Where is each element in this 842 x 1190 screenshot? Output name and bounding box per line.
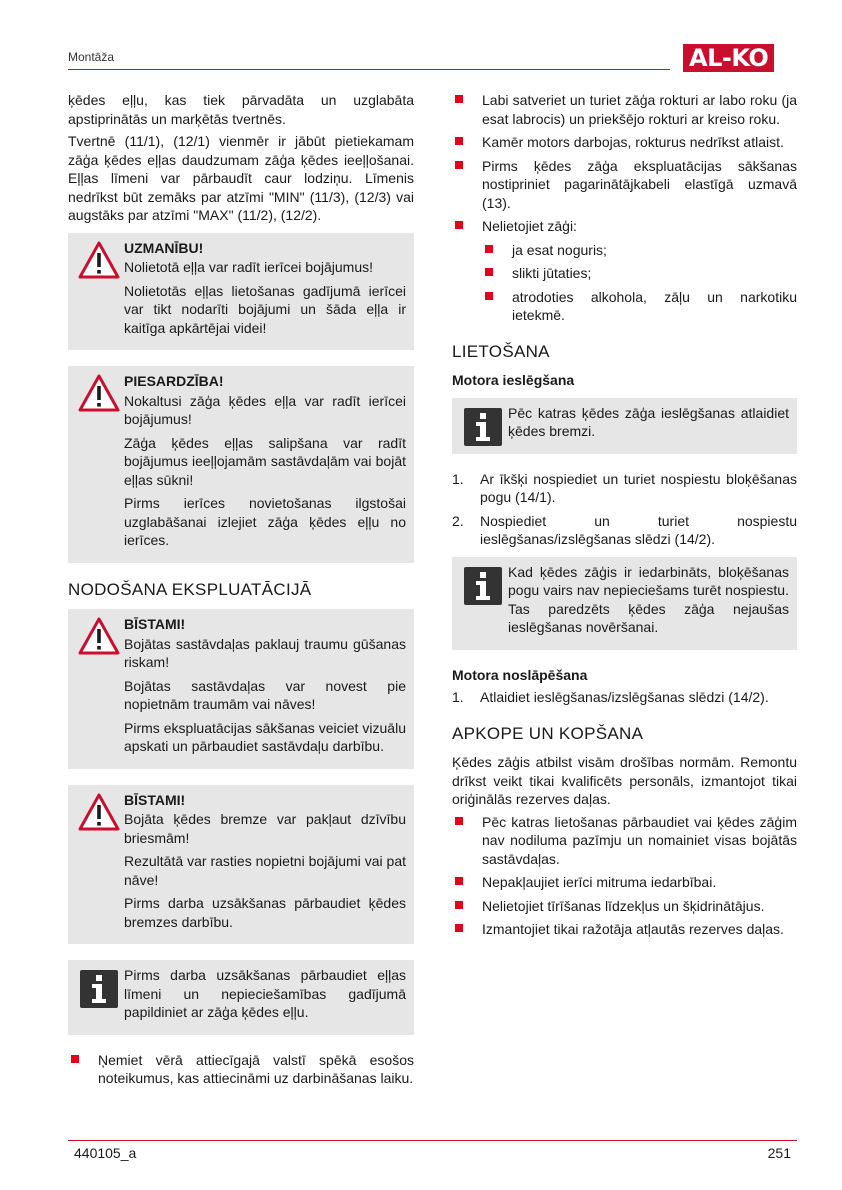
- notice-danger: [68, 785, 414, 945]
- list-item: Izmantojiet tikai ražotāja atļautās rezerves daļas.: [452, 920, 797, 939]
- paragraph: Ķēdes zāģis atbilst visām drošības normām. Remontu drīkst veikt tikai kvalificēts personāls, izmantojot tikai oriģinālās rezerves daļas.: [452, 754, 797, 807]
- list-item: Nelietojiet tīrīšanas līdzekļus un šķidrinātājus.: [452, 897, 797, 916]
- footer-document-code: 440105_a: [74, 1145, 137, 1161]
- sub-bullet-list: [482, 241, 797, 325]
- notice-line: Kad ķēdes zāģis ir iedarbināts, bloķēšanas pogu vairs nav nepieciešams turēt nospiestu. Tas paredzēts ķēdes zāģa nejaušas ieslēgšanas novēršanai.: [508, 563, 789, 635]
- subsection-heading: Motora noslāpēšana: [452, 666, 588, 683]
- bullet-list: [68, 1051, 414, 1088]
- step-number: 1.: [452, 689, 464, 705]
- notice-line: Pirms darba uzsākšanas pārbaudiet ķēdes bremzes darbību.: [124, 895, 406, 930]
- notice-title: UZMANĪBU!: [124, 239, 204, 256]
- notice-line: Pēc katras ķēdes zāģa ieslēgšanas atlaidiet ķēdes bremzi.: [508, 404, 789, 439]
- notice-caution: [68, 366, 414, 563]
- notice-title: BĪSTAMI!: [124, 616, 186, 632]
- bullet-list: [452, 813, 797, 939]
- step-text: Ar īkšķi nospiediet un turiet nospiestu bloķēšanas pogu (14/1).: [480, 470, 797, 505]
- list-item: [452, 217, 797, 325]
- numbered-list: [452, 470, 797, 549]
- footer-divider: [68, 1140, 797, 1141]
- info-icon: [458, 404, 508, 446]
- paragraph: ķēdes eļļu, kas tiek pārvadāta un uzglabāta apstiprinātās un marķētās tvertnēs.: [68, 92, 414, 127]
- list-item: [452, 688, 797, 707]
- notice-line: Nolietotā eļļa var radīt ierīcei bojājumus!: [124, 259, 374, 275]
- list-item: Pēc katras lietošanas pārbaudiet vai ķēdes zāģim nav nodiluma pazīmju un nomainiet visas bojātās sastāvdaļas.: [452, 813, 797, 869]
- notice-line: Zāģa ķēdes eļļas salipšana var radīt bojājumus ieeļļojamām sastāvdaļām vai bojāt eļļas sūkni!: [124, 434, 406, 488]
- alko-logo: AL-KO: [683, 44, 774, 72]
- list-item: Pirms ķēdes zāģa ekspluatācijas sākšanas nostipriniet pagarinātājkabeli elastīgā uzmavā (13).: [452, 157, 797, 213]
- warning-triangle-icon: [74, 791, 124, 937]
- notice-line: Bojātas sastāvdaļas var novest pie nopietnām traumām vai nāves!: [124, 677, 406, 712]
- numbered-list: [452, 688, 797, 707]
- list-item: slikti jūtaties;: [482, 264, 797, 283]
- notice-danger: [68, 609, 414, 769]
- step-number: 1.: [452, 470, 464, 487]
- left-column: [68, 91, 414, 1093]
- footer-page-number: 251: [767, 1145, 791, 1161]
- notice-line: Pirms ekspluatācijas sākšanas veiciet vizuālu apskati un pārbaudiet sastāvdaļu darbību.: [124, 719, 406, 754]
- list-item: Ņemiet vērā attiecīgajā valstī spēkā esošos noteikumus, kas attiecināmi uz darbināšanas laiku.: [68, 1051, 414, 1088]
- notice-info: [452, 557, 797, 650]
- warning-triangle-icon: [74, 239, 124, 343]
- notice-line: Bojātas sastāvdaļas paklauj traumu gūšanas riskam!: [124, 635, 406, 670]
- notice-line: Bojāta ķēdes bremze var pakļaut dzīvību briesmām!: [124, 811, 406, 846]
- info-icon: [458, 563, 508, 642]
- section-heading: APKOPE UN KOPŠANA: [452, 723, 644, 743]
- list-item: Nepakļaujiet ierīci mitruma iedarbībai.: [452, 873, 797, 892]
- header-divider: [68, 69, 670, 70]
- notice-info: [452, 398, 797, 454]
- list-item: ja esat noguris;: [482, 241, 797, 260]
- notice-line: Pirms ierīces novietošanas ilgstošai uzglabāšanai izlejiet zāģa ķēdes eļļu no ierīces.: [124, 495, 406, 548]
- list-item: Labi satveriet un turiet zāģa rokturi ar labo roku (ja esat labrocis) un priekšējo rokturi ar kreiso roku.: [452, 91, 797, 128]
- step-text: Atlaidiet ieslēgšanas/izslēgšanas slēdzi (14/2).: [480, 689, 769, 705]
- notice-info: [68, 960, 414, 1035]
- section-heading: LIETOŠANA: [452, 341, 550, 361]
- paragraph: Tvertnē (11/1), (12/1) vienmēr ir jābūt pietiekamam zāģa ķēdes eļļas daudzumam zāģa ķēdes ieeļļošanai. Eļļas līmeni var pārbaudīt caur lodziņu. Līmenis nedrīkst būt zemāks par atzīmi "MIN" (11/3), (12/3) vai augstāks par atzīmi "MAX" (11/2), (12/2).: [68, 133, 414, 223]
- step-number: 2.: [452, 512, 464, 529]
- bullet-list: [452, 91, 797, 325]
- notice-caution: [68, 233, 414, 351]
- info-icon: [74, 966, 124, 1027]
- notice-line: Rezultātā var rasties nopietni bojājumi vai pat nāve!: [124, 853, 406, 888]
- right-column: [452, 91, 797, 944]
- section-heading: NODOŠANA EKSPLUATĀCIJĀ: [68, 579, 312, 599]
- notice-title: BĪSTAMI!: [124, 791, 186, 808]
- notice-title: PIESARDZĪBA!: [124, 373, 224, 389]
- list-item: Kamēr motors darbojas, rokturus nedrīkst atlaist.: [452, 133, 797, 152]
- notice-line: Pirms darba uzsākšanas pārbaudiet eļļas līmeni un nepieciešamības gadījumā papildiniet ar zāģa ķēdes eļļu.: [124, 967, 406, 1020]
- list-item: [452, 470, 797, 507]
- warning-triangle-icon: [74, 615, 124, 761]
- list-item: atrodoties alkohola, zāļu un narkotiku ietekmē.: [482, 288, 797, 325]
- warning-triangle-icon: [74, 372, 124, 555]
- subsection-heading: Motora ieslēgšana: [452, 372, 575, 388]
- notice-line: Nolietotās eļļas lietošanas gadījumā ierīcei var tikt nodarīti bojājumi un šāda eļļa ir kaitīga apkārtējai videi!: [124, 282, 406, 336]
- list-item-text: Nelietojiet zāģi:: [482, 218, 577, 234]
- notice-line: Nokaltusi zāģa ķēdes eļļa var radīt ierīcei bojājumus!: [124, 392, 406, 427]
- step-text: Nospiediet un turiet nospiestu ieslēgšanas/izslēgšanas slēdzi (14/2).: [480, 512, 797, 547]
- header-section-title: Montāža: [68, 50, 115, 64]
- list-item: [452, 512, 797, 549]
